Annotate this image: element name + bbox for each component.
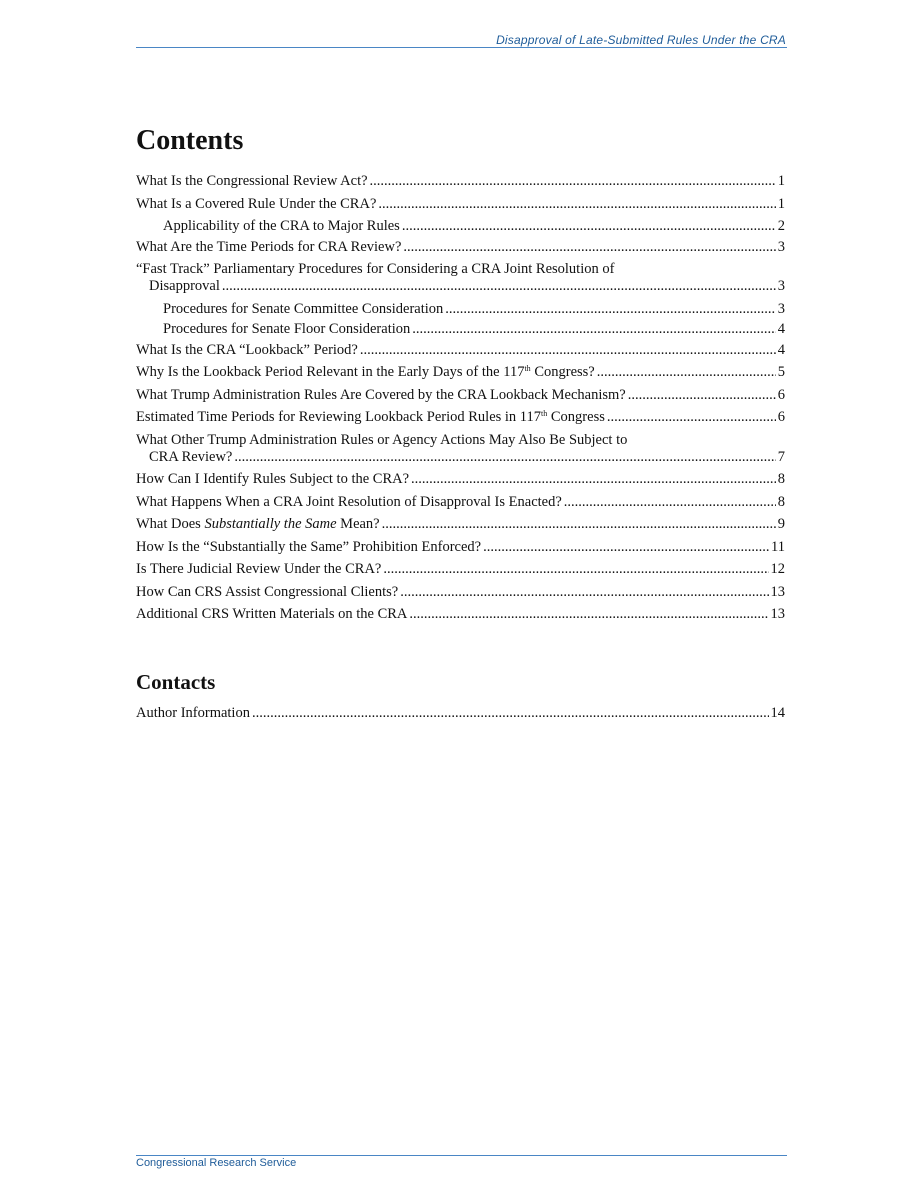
toc-entry[interactable]: What Are the Time Periods for CRA Review? ..... 3 <box>136 239 785 256</box>
toc-entry[interactable]: What Is a Covered Rule Under the CRA? ..... 1 <box>136 196 785 213</box>
toc-page-number: 7 <box>777 448 785 465</box>
contacts-list <box>136 705 785 728</box>
toc-page-number: 3 <box>777 238 785 255</box>
contents-heading: Contents <box>136 125 244 156</box>
table-of-contents <box>136 173 785 629</box>
toc-entry[interactable]: Additional CRS Written Materials on the CRA ..... 13 <box>136 606 785 623</box>
toc-page-number: 5 <box>777 364 785 380</box>
toc-page-number: 8 <box>777 493 785 510</box>
toc-entry[interactable]: Estimated Time Periods for Reviewing Lookback Period Rules in 117th Congress ..... 6 <box>136 409 785 426</box>
footer-organization: Congressional Research Service <box>136 1157 297 1169</box>
running-header-title: Disapproval of Late-Submitted Rules Under the CRA <box>496 33 786 47</box>
toc-entry-author-information[interactable]: Author Information ..... 14 <box>136 705 785 722</box>
toc-page-number: 6 <box>777 386 785 403</box>
toc-page-number: 1 <box>777 195 785 212</box>
footer-rule <box>136 1155 787 1156</box>
toc-entry[interactable]: What Is the Congressional Review Act? ..... 1 <box>136 173 785 190</box>
toc-page-number: 4 <box>777 341 785 358</box>
toc-entry[interactable]: What Does Substantially the Same Mean? ..... 9 <box>136 516 785 533</box>
toc-page-number: 3 <box>777 300 785 317</box>
header-rule <box>136 47 787 48</box>
toc-entry[interactable]: “Fast Track” Parliamentary Procedures for Considering a CRA Joint Resolution of Disapproval ..... 3 <box>136 261 785 295</box>
toc-page-number: 6 <box>777 409 785 425</box>
toc-page-number: 3 <box>777 278 785 294</box>
toc-page-number: 13 <box>770 583 785 600</box>
toc-entry[interactable]: What Happens When a CRA Joint Resolution of Disapproval Is Enacted? ..... 8 <box>136 494 785 511</box>
toc-subentry[interactable]: Applicability of the CRA to Major Rules ..... 2 <box>136 218 785 235</box>
toc-entry[interactable]: How Can CRS Assist Congressional Clients? ..... 13 <box>136 584 785 601</box>
toc-page-number: 11 <box>771 538 785 555</box>
toc-page-number: 8 <box>777 471 785 487</box>
toc-entry[interactable]: How Can I Identify Rules Subject to the CRA? ..... 8 <box>136 471 785 488</box>
toc-page-number: 9 <box>777 516 785 532</box>
contacts-heading: Contacts <box>136 670 216 694</box>
toc-subentry[interactable]: Procedures for Senate Floor Consideration ..... 4 <box>136 321 785 338</box>
toc-page-number: 2 <box>777 218 785 234</box>
toc-subentry[interactable]: Procedures for Senate Committee Consideration ..... 3 <box>136 301 785 318</box>
toc-page-number: 12 <box>770 561 785 577</box>
toc-entry[interactable]: What Trump Administration Rules Are Covered by the CRA Lookback Mechanism? ..... 6 <box>136 387 785 404</box>
toc-page-number: 1 <box>777 173 785 189</box>
toc-entry[interactable]: Why Is the Lookback Period Relevant in the Early Days of the 117th Congress? ..... 5 <box>136 364 785 381</box>
toc-entry[interactable]: How Is the “Substantially the Same” Prohibition Enforced? ..... 11 <box>136 539 785 556</box>
toc-entry[interactable]: What Other Trump Administration Rules or Agency Actions May Also Be Subject to CRA Review? ..... 7 <box>136 432 785 466</box>
toc-page-number: 14 <box>770 705 785 721</box>
toc-entry[interactable]: Is There Judicial Review Under the CRA? ..... 12 <box>136 561 785 578</box>
toc-page-number: 4 <box>777 321 785 337</box>
toc-entry[interactable]: What Is the CRA “Lookback” Period? ..... 4 <box>136 342 785 359</box>
toc-page-number: 13 <box>770 606 785 622</box>
